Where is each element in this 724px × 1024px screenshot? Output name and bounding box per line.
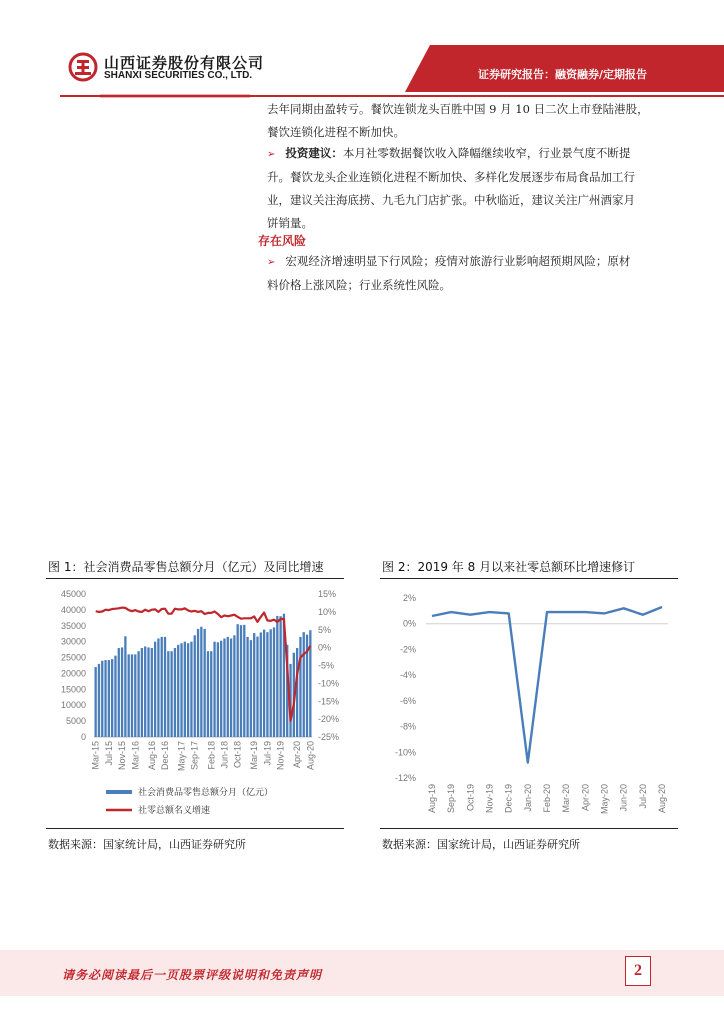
y-right-tick-label: 5% bbox=[318, 624, 332, 635]
bar bbox=[121, 647, 123, 737]
x-tick-label: Feb-18 bbox=[206, 741, 217, 770]
bar bbox=[213, 642, 215, 737]
revision-series-line bbox=[432, 607, 662, 763]
bullet-arrow-icon: ➢ bbox=[267, 257, 276, 268]
y-left-tick-label: 25000 bbox=[60, 652, 86, 663]
text-line: 升。餐饮龙头企业连锁化进程不断加快、多样化发展逐步布局食品加工行 bbox=[267, 170, 635, 184]
y-left-tick-label: 15000 bbox=[60, 684, 86, 695]
legend-label: 社会消费品零售总额分月（亿元） bbox=[138, 788, 274, 798]
bar bbox=[246, 637, 248, 737]
bar bbox=[167, 651, 169, 737]
bar bbox=[157, 638, 159, 737]
bar bbox=[223, 638, 225, 737]
x-tick-label: Aug-19 bbox=[427, 784, 437, 814]
text-line: 业，建议关注海底捞、九毛九门店扩张。中秋临近，建议关注广州酒家月 bbox=[267, 193, 635, 207]
x-tick-label: Jun-20 bbox=[618, 784, 629, 812]
legend-label: 社零总额名义增速 bbox=[138, 806, 211, 816]
bar bbox=[101, 661, 103, 737]
company-logo-icon bbox=[68, 52, 98, 82]
bar bbox=[296, 648, 298, 737]
text-line: 餐饮连锁化进程不断加快。 bbox=[267, 125, 405, 139]
header-banner bbox=[0, 0, 724, 100]
figure2-title: 图 2：2019 年 8 月以来社零总额环比增速修订 bbox=[382, 560, 636, 574]
bar bbox=[273, 627, 275, 737]
bar bbox=[124, 636, 126, 737]
bar bbox=[243, 625, 245, 737]
bar bbox=[240, 625, 242, 737]
bar bbox=[180, 643, 182, 737]
bar bbox=[177, 645, 179, 737]
x-tick-label: Oct-18 bbox=[232, 741, 243, 769]
x-tick-label: Aug-16 bbox=[146, 741, 157, 771]
risk-heading: 存在风险 bbox=[258, 234, 307, 248]
x-tick-label: Sep-17 bbox=[189, 741, 200, 771]
y-right-tick-label: -10% bbox=[318, 678, 340, 689]
x-tick-label: Dec-19 bbox=[503, 784, 514, 814]
x-tick-label: Mar-15 bbox=[90, 741, 101, 770]
bar bbox=[203, 629, 205, 737]
bar bbox=[210, 651, 212, 737]
paragraph-catering bbox=[267, 98, 687, 144]
y-tick-label: -10% bbox=[394, 747, 416, 758]
bullet-arrow-icon: ➢ bbox=[267, 149, 276, 160]
bar bbox=[256, 637, 258, 737]
bar bbox=[276, 616, 278, 737]
figure2-source: 数据来源：国家统计局，山西证券研究所 bbox=[382, 838, 580, 851]
x-tick-label: Jul-20 bbox=[637, 784, 648, 809]
bar bbox=[161, 637, 163, 737]
bar bbox=[260, 632, 262, 737]
x-tick-label: Mar-19 bbox=[249, 741, 260, 770]
bar bbox=[237, 624, 239, 737]
bar bbox=[131, 654, 133, 737]
y-left-tick-label: 10000 bbox=[60, 700, 86, 711]
bar bbox=[170, 651, 172, 737]
bar bbox=[250, 640, 252, 737]
y-left-tick-label: 20000 bbox=[60, 668, 86, 679]
bar bbox=[118, 648, 120, 737]
y-tick-label: -2% bbox=[399, 644, 416, 655]
x-tick-label: Apr-20 bbox=[580, 784, 591, 812]
y-right-tick-label: 10% bbox=[318, 606, 337, 617]
y-left-tick-label: 35000 bbox=[60, 620, 86, 631]
bar bbox=[197, 629, 199, 737]
bar bbox=[200, 627, 202, 737]
bar bbox=[151, 648, 153, 737]
bar bbox=[94, 667, 96, 737]
bar bbox=[147, 647, 149, 737]
y-left-tick-label: 5000 bbox=[65, 716, 86, 727]
x-tick-label: Nov-15 bbox=[117, 741, 128, 771]
y-left-tick-label: 40000 bbox=[60, 604, 86, 615]
figure1-top-rule bbox=[46, 578, 344, 579]
figure1-chart bbox=[46, 582, 344, 824]
y-right-tick-label: 15% bbox=[318, 589, 337, 599]
bar bbox=[266, 632, 268, 737]
bar bbox=[98, 664, 100, 737]
bar bbox=[164, 637, 166, 737]
figure1-bottom-rule bbox=[46, 828, 344, 829]
bar bbox=[141, 648, 143, 737]
x-tick-label: Nov-19 bbox=[275, 741, 286, 771]
x-tick-label: Jan-20 bbox=[522, 784, 533, 812]
y-tick-label: -8% bbox=[399, 721, 416, 732]
bar bbox=[187, 643, 189, 737]
bar bbox=[154, 642, 156, 737]
y-right-tick-label: -25% bbox=[318, 732, 340, 742]
bar bbox=[144, 646, 146, 737]
text-line: 宏观经济增速明显下行风险；疫情对旅游行业影响超预期风险；原材 bbox=[285, 254, 631, 268]
bar bbox=[303, 632, 305, 737]
investment-advice-label: 投资建议： bbox=[285, 146, 343, 160]
x-tick-label: Nov-19 bbox=[484, 784, 495, 814]
legend-bar-swatch bbox=[106, 790, 132, 794]
x-tick-label: Aug-20 bbox=[305, 741, 316, 771]
bar bbox=[190, 642, 192, 737]
text-line: 本月社零数据餐饮收入降幅继续收窄，行业景气度不断提 bbox=[342, 146, 631, 160]
x-tick-label: Oct-19 bbox=[465, 784, 476, 812]
text-line: 饼销量。 bbox=[267, 216, 313, 230]
bar bbox=[270, 629, 272, 737]
bar bbox=[108, 660, 110, 737]
company-name-en: SHANXI SECURITIES CO., LTD. bbox=[104, 70, 253, 81]
x-tick-label: Mar-20 bbox=[561, 784, 572, 813]
y-tick-label: 0% bbox=[402, 618, 416, 629]
bar bbox=[174, 648, 176, 737]
paragraph-risks bbox=[267, 250, 687, 297]
bar bbox=[184, 642, 186, 737]
bar bbox=[299, 637, 301, 737]
text-line: 去年同期由盈转亏。餐饮连锁龙头百胜中国 9 月 10 日二次上市登陆港股， bbox=[267, 102, 649, 116]
text-line: 料价格上涨风险；行业系统性风险。 bbox=[267, 278, 451, 292]
y-tick-label: -6% bbox=[399, 695, 416, 706]
bar bbox=[137, 651, 139, 737]
page-number: 2 bbox=[625, 956, 651, 986]
footer-disclaimer: 请务必阅读最后一页股票评级说明和免责声明 bbox=[62, 968, 323, 982]
x-tick-label: Mar-16 bbox=[130, 741, 141, 770]
x-tick-label: Jul-15 bbox=[103, 741, 114, 766]
x-tick-label: Jul-19 bbox=[262, 741, 273, 766]
y-left-tick-label: 45000 bbox=[60, 589, 86, 599]
bar bbox=[134, 654, 136, 737]
figure1-title: 图 1：社会消费品零售总额分月（亿元）及同比增速 bbox=[48, 560, 324, 574]
bar bbox=[217, 642, 219, 737]
paragraph-investment-advice bbox=[267, 142, 687, 235]
bar bbox=[207, 651, 209, 737]
bar bbox=[233, 635, 235, 737]
y-left-tick-label: 0 bbox=[80, 732, 86, 742]
x-tick-label: May-20 bbox=[599, 784, 610, 815]
bar bbox=[194, 635, 196, 737]
y-tick-label: 2% bbox=[402, 593, 416, 603]
x-tick-label: Aug-20 bbox=[657, 784, 667, 814]
figure1-source: 数据来源：国家统计局，山西证券研究所 bbox=[48, 838, 246, 851]
y-right-tick-label: -15% bbox=[318, 696, 340, 707]
bar bbox=[227, 637, 229, 737]
x-tick-label: Dec-16 bbox=[160, 741, 171, 771]
report-type-label: 证券研究报告：融资融券/定期报告 bbox=[478, 68, 648, 81]
y-tick-label: -12% bbox=[394, 773, 416, 783]
x-tick-label: Sep-19 bbox=[446, 784, 457, 814]
figure2-chart bbox=[380, 582, 678, 824]
bar bbox=[104, 660, 106, 737]
x-tick-label: Apr-20 bbox=[292, 741, 303, 769]
y-tick-label: -4% bbox=[399, 670, 416, 681]
bar bbox=[220, 641, 222, 737]
y-left-tick-label: 30000 bbox=[60, 636, 86, 647]
y-right-tick-label: -5% bbox=[318, 660, 335, 671]
y-right-tick-label: -20% bbox=[318, 714, 340, 725]
bar bbox=[111, 659, 113, 737]
bar bbox=[253, 633, 255, 737]
company-name-cn: 山西证券股份有限公司 bbox=[104, 54, 265, 72]
figure2-bottom-rule bbox=[380, 828, 678, 829]
bar bbox=[279, 616, 281, 737]
x-tick-label: May-17 bbox=[176, 741, 187, 772]
figure2-top-rule bbox=[380, 578, 678, 579]
bar bbox=[263, 630, 265, 737]
x-tick-label: Jun-18 bbox=[219, 741, 230, 769]
y-right-tick-label: 0% bbox=[318, 642, 332, 653]
bar bbox=[230, 638, 232, 737]
x-tick-label: Feb-20 bbox=[542, 784, 552, 813]
bar bbox=[114, 656, 116, 737]
bar bbox=[128, 654, 130, 737]
